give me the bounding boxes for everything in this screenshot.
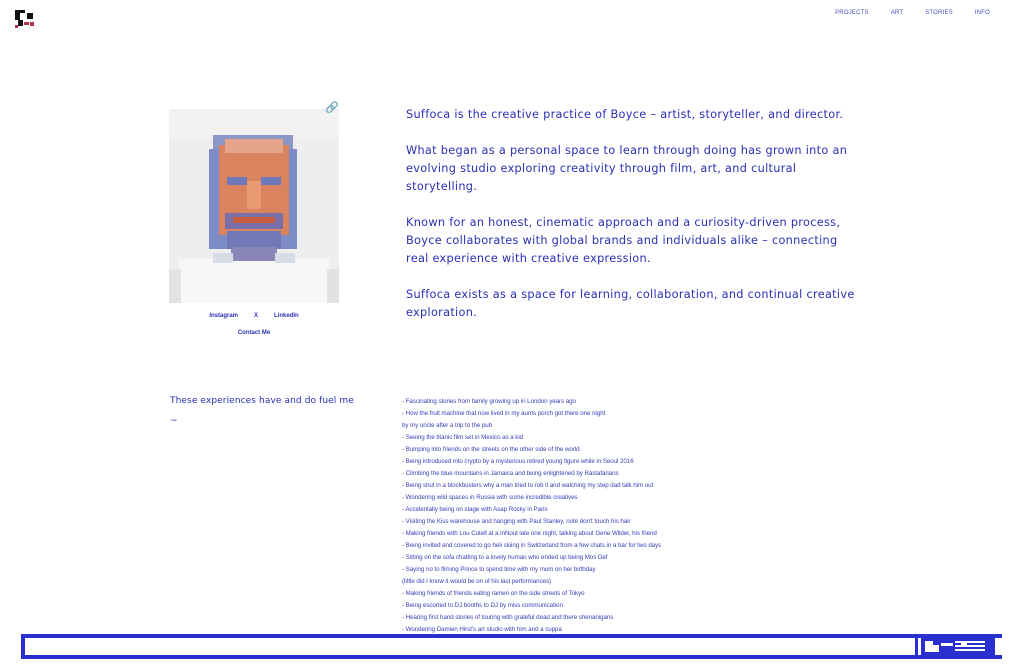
nav-projects[interactable]: PROJECTS — [835, 10, 869, 16]
bottom-bar — [21, 634, 1002, 659]
site-logo[interactable] — [15, 10, 35, 28]
list-item: - Being invited and covered to go heli skiing in Switzerland from a few chats in a bar for two days — [402, 542, 662, 549]
list-item: - Making friends of friends eating ramen on the side streets of Tokyo — [402, 590, 585, 597]
experiences-heading: These experiences have and do fuel me — [170, 396, 354, 406]
list-item: - Sitting on the sofa chatting to a lovely human who ended up being Mos Def — [402, 554, 608, 561]
list-item: - Fascinating stories from family growing up in London years ago — [402, 398, 576, 405]
intro-paragraph: Suffoca is the creative practice of Boyce – artist, storyteller, and director. — [406, 108, 844, 121]
experiences-tilde: ~ — [170, 416, 178, 426]
instagram-link[interactable]: Instagram — [209, 313, 238, 319]
nav-info[interactable]: INFO — [974, 10, 990, 16]
intro-paragraph: Known for an honest, cinematic approach and a curiosity-driven process, Boyce collaborates with global brands and individuals alike – connecting real experience with creative expression. — [406, 216, 841, 265]
list-item: by my uncle after a trip to the pub — [402, 422, 493, 429]
intro-text — [406, 106, 856, 340]
bottom-input[interactable] — [25, 638, 918, 655]
pixel-logo-icon — [15, 10, 35, 28]
contact-row — [169, 330, 339, 336]
list-item: - Being introduced into crypto by a mysterious retired young figure while in Seoul 2016 — [402, 458, 634, 465]
list-item: - Saying no to filming Prince to spend time with my mum on her birthday — [402, 566, 596, 573]
list-item: - Seeing the titanic film set in Mexico as a kid — [402, 434, 524, 441]
list-item: - Climbing the blue mountains in Jamaica and being enlightened by Rastafarians — [402, 470, 619, 477]
list-item: - How the fruit machine that now lived in my aunts porch got there one night — [402, 410, 606, 417]
list-item: (little did I know it would be on of his last performances) — [402, 578, 552, 585]
profile-portrait — [169, 109, 339, 303]
list-item: - Visiting the Kiss warehouse and hanging with Paul Stanley, note don't touch his hair — [402, 518, 631, 525]
nav-art[interactable]: ART — [890, 10, 904, 16]
list-item: - Hearing first hand stories of touring with grateful dead and there shenanigans — [402, 614, 614, 621]
list-item: - Accidentally being on stage with Asap Rocky in Paris — [402, 506, 548, 513]
social-links — [169, 313, 339, 319]
x-link[interactable]: X — [254, 313, 259, 319]
experiences-list — [402, 396, 782, 636]
list-item: - Being escorted to DJ booths to DJ by miss communication — [402, 602, 563, 609]
bottom-end-cap — [992, 638, 1002, 655]
pixel-logo-icon — [921, 638, 992, 655]
intro-paragraph: What began as a personal space to learn through doing has grown into an evolving studio exploring creativity through film, art, and cultural storytelling. — [406, 144, 848, 193]
intro-paragraph: Suffoca exists as a space for learning, collaboration, and continual creative exploration. — [406, 288, 855, 319]
main-nav — [835, 10, 990, 16]
list-item: - Bumping into friends on the streets on the other side of the world — [402, 446, 580, 453]
contact-link[interactable]: Contact Me — [237, 330, 271, 336]
list-item: - Wondering Damien Hirst's art studio with him and a cuppa — [402, 626, 562, 633]
list-item: - Wondering wild spaces in Russia with some incredible creatives — [402, 494, 578, 501]
nav-stories[interactable]: STORIES — [925, 10, 953, 16]
link-icon[interactable]: 🔗 — [325, 101, 339, 114]
list-item: - Making friends with Lou Cutell at a inNout late one night, talking about Gene Wilder, his friend — [402, 530, 657, 537]
list-item: - Being shut in a blockbusters why a man tried to rob it and watching my step dad talk him out — [402, 482, 654, 489]
bottom-action-button[interactable] — [921, 638, 992, 655]
linkedin-link[interactable]: LinkedIn — [274, 313, 299, 319]
